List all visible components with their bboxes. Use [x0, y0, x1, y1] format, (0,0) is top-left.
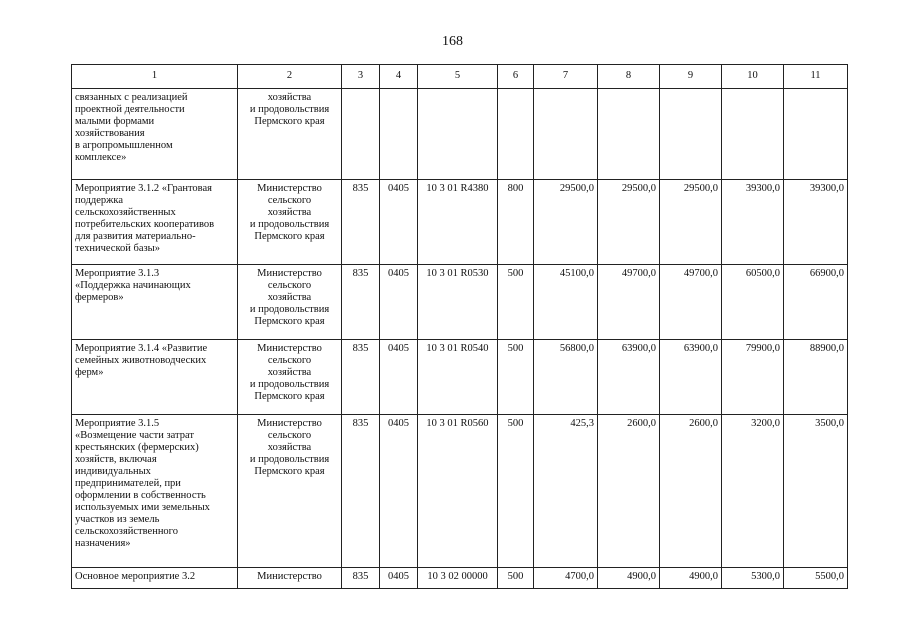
- table-row: [72, 265, 848, 340]
- table-row: [72, 340, 848, 415]
- cell-col-11: 3500,0: [784, 415, 848, 568]
- cell-col-3: [342, 89, 380, 180]
- cell-col-10: 60500,0: [722, 265, 784, 340]
- cell-col-4: 0405: [380, 415, 418, 568]
- table-row: [72, 89, 848, 180]
- column-header-10: 10: [722, 65, 784, 89]
- cell-col-9: 29500,0: [660, 180, 722, 265]
- cell-col-11: [784, 89, 848, 180]
- cell-col-5: 10 3 02 00000: [418, 568, 498, 589]
- activity-name-cell: связанных с реализацией проектной деятельности малыми формами хозяйствования в агропромышленном комплексе»: [72, 89, 238, 180]
- cell-col-5: 10 3 01 R0530: [418, 265, 498, 340]
- cell-col-6: 800: [498, 180, 534, 265]
- activity-name-cell: Мероприятие 3.1.4 «Развитие семейных животноводческих ферм»: [72, 340, 238, 415]
- cell-col-6: 500: [498, 415, 534, 568]
- table-row: [72, 180, 848, 265]
- cell-col-8: 2600,0: [598, 415, 660, 568]
- responsible-org-cell: Министерство сельского хозяйства и продовольствия Пермского края: [238, 415, 342, 568]
- column-header-6: 6: [498, 65, 534, 89]
- cell-col-6: [498, 89, 534, 180]
- page-number: 168: [442, 34, 463, 49]
- cell-col-8: 29500,0: [598, 180, 660, 265]
- budget-table: [71, 64, 848, 589]
- cell-col-5: [418, 89, 498, 180]
- cell-col-4: [380, 89, 418, 180]
- cell-col-8: [598, 89, 660, 180]
- cell-col-9: 2600,0: [660, 415, 722, 568]
- cell-col-7: 29500,0: [534, 180, 598, 265]
- cell-col-5: 10 3 01 R0560: [418, 415, 498, 568]
- column-header-5: 5: [418, 65, 498, 89]
- cell-col-6: 500: [498, 340, 534, 415]
- cell-col-7: 4700,0: [534, 568, 598, 589]
- cell-col-9: 4900,0: [660, 568, 722, 589]
- table-row: [72, 568, 848, 589]
- cell-col-5: 10 3 01 R4380: [418, 180, 498, 265]
- column-header-7: 7: [534, 65, 598, 89]
- cell-col-3: 835: [342, 340, 380, 415]
- cell-col-8: 49700,0: [598, 265, 660, 340]
- responsible-org-cell: Министерство сельского хозяйства и продовольствия Пермского края: [238, 265, 342, 340]
- cell-col-9: 63900,0: [660, 340, 722, 415]
- column-header-1: 1: [72, 65, 238, 89]
- cell-col-10: 79900,0: [722, 340, 784, 415]
- responsible-org-cell: Министерство сельского хозяйства и продовольствия Пермского края: [238, 180, 342, 265]
- column-header-8: 8: [598, 65, 660, 89]
- activity-name-cell: Основное мероприятие 3.2: [72, 568, 238, 589]
- table-header-row: [72, 65, 848, 89]
- activity-name-cell: Мероприятие 3.1.2 «Грантовая поддержка сельскохозяйственных потребительских кооперативов для развития материально- технической базы»: [72, 180, 238, 265]
- cell-col-7: 56800,0: [534, 340, 598, 415]
- cell-col-3: 835: [342, 568, 380, 589]
- cell-col-4: 0405: [380, 340, 418, 415]
- column-header-11: 11: [784, 65, 848, 89]
- table-row: [72, 415, 848, 568]
- cell-col-4: 0405: [380, 265, 418, 340]
- cell-col-10: 39300,0: [722, 180, 784, 265]
- cell-col-9: [660, 89, 722, 180]
- cell-col-11: 66900,0: [784, 265, 848, 340]
- cell-col-11: 39300,0: [784, 180, 848, 265]
- cell-col-6: 500: [498, 568, 534, 589]
- cell-col-7: [534, 89, 598, 180]
- activity-name-cell: Мероприятие 3.1.3 «Поддержка начинающих фермеров»: [72, 265, 238, 340]
- cell-col-10: [722, 89, 784, 180]
- activity-name-cell: Мероприятие 3.1.5 «Возмещение части затрат крестьянских (фермерских) хозяйств, включая индивидуальных предпринимателей, при оформлении в собственность используемых ими земельных участков из земель сельскохозяйственного назначения»: [72, 415, 238, 568]
- cell-col-9: 49700,0: [660, 265, 722, 340]
- cell-col-10: 5300,0: [722, 568, 784, 589]
- column-header-4: 4: [380, 65, 418, 89]
- responsible-org-cell: Министерство: [238, 568, 342, 589]
- cell-col-10: 3200,0: [722, 415, 784, 568]
- cell-col-3: 835: [342, 180, 380, 265]
- responsible-org-cell: хозяйства и продовольствия Пермского края: [238, 89, 342, 180]
- cell-col-11: 88900,0: [784, 340, 848, 415]
- cell-col-7: 45100,0: [534, 265, 598, 340]
- cell-col-4: 0405: [380, 568, 418, 589]
- cell-col-8: 63900,0: [598, 340, 660, 415]
- responsible-org-cell: Министерство сельского хозяйства и продовольствия Пермского края: [238, 340, 342, 415]
- column-header-2: 2: [238, 65, 342, 89]
- cell-col-3: 835: [342, 265, 380, 340]
- cell-col-6: 500: [498, 265, 534, 340]
- cell-col-3: 835: [342, 415, 380, 568]
- cell-col-5: 10 3 01 R0540: [418, 340, 498, 415]
- cell-col-4: 0405: [380, 180, 418, 265]
- column-header-3: 3: [342, 65, 380, 89]
- cell-col-11: 5500,0: [784, 568, 848, 589]
- cell-col-8: 4900,0: [598, 568, 660, 589]
- column-header-9: 9: [660, 65, 722, 89]
- cell-col-7: 425,3: [534, 415, 598, 568]
